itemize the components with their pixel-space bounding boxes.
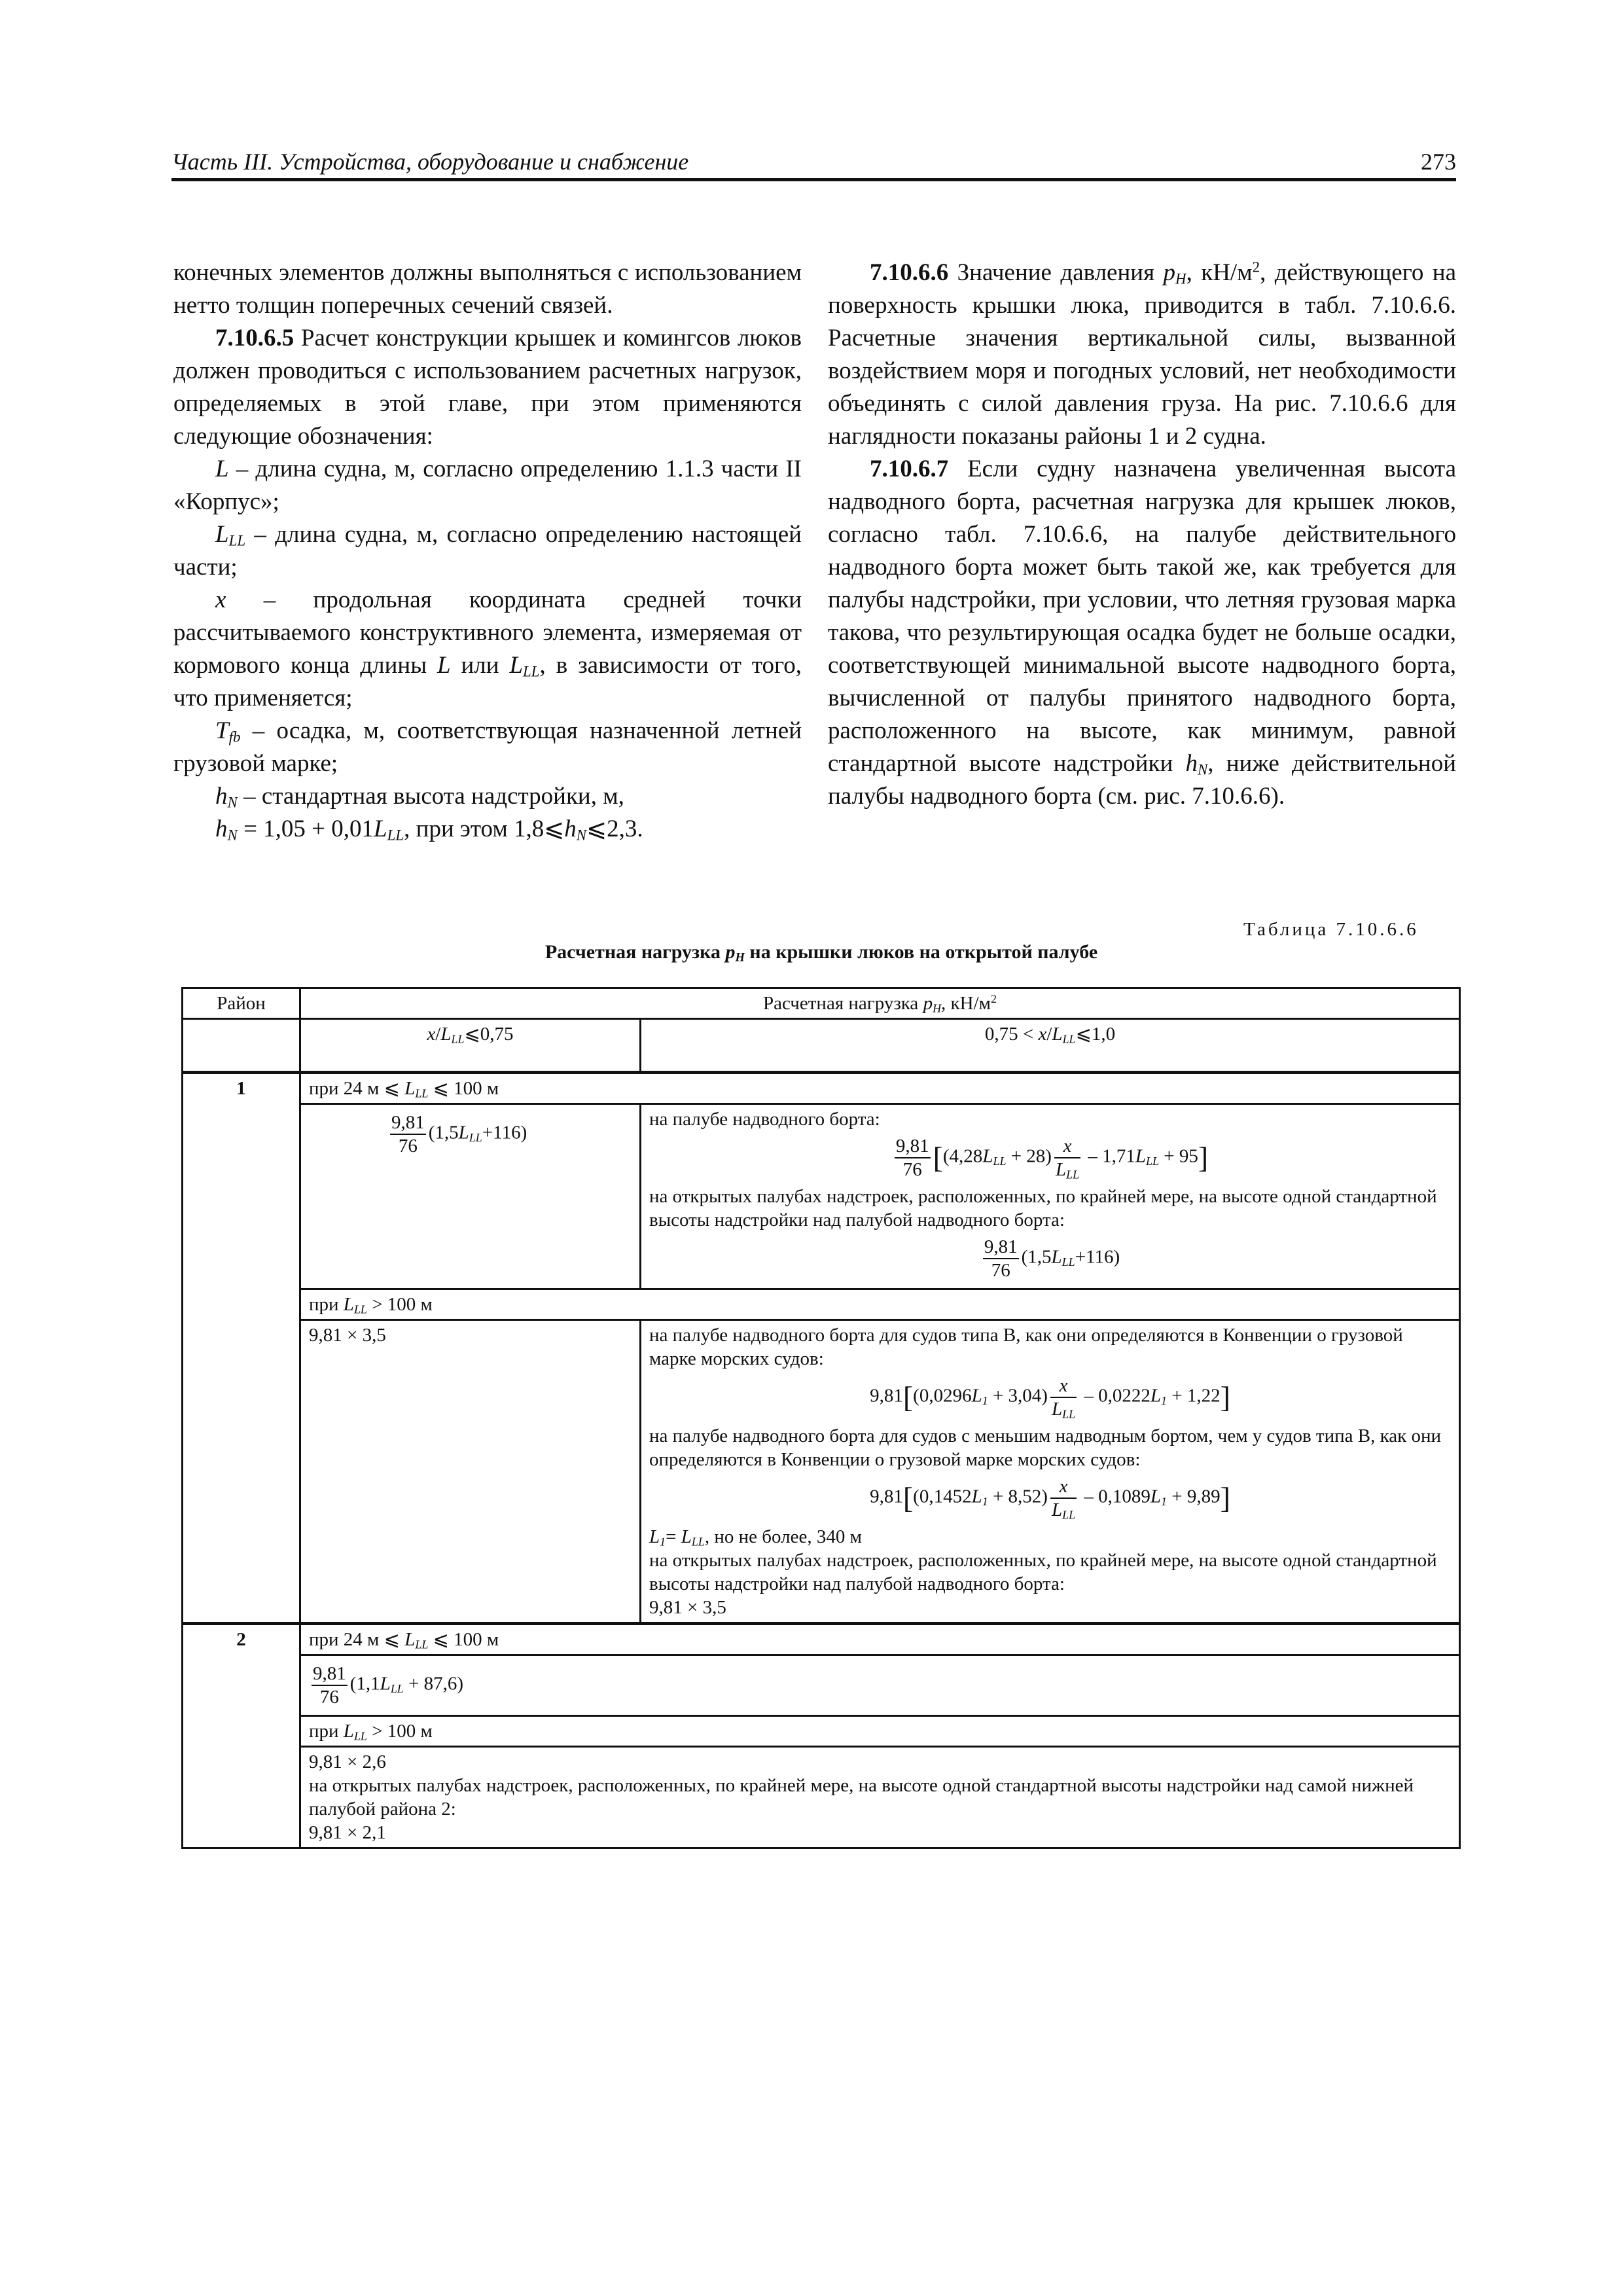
page-header	[171, 147, 1456, 181]
formula-1-super: $\frac{9,81}{76}$ $(1,5L_{LL}+116)$	[984, 1236, 1120, 1281]
header-region: Район	[183, 988, 300, 1019]
definition-x: x – продольная координата средней точки рассчитываемого конструктивного элемента, измеряемая от кормового конца длины L или $L_{LL}$, в зависимости от того, что применяется;	[173, 586, 802, 711]
L1-note: $L_1= L_{LL}$, но не более, 340 м	[649, 1526, 862, 1549]
table-subheader-row	[183, 1019, 1460, 1073]
section-number: 7.10.6.6	[870, 259, 949, 286]
header-load: Расчетная нагрузка $p_H$, $кН/м^2$	[300, 988, 1460, 1019]
condition-row: при 24 м ⩽ $L_{LL}$ ⩽ 100 м	[300, 1073, 1460, 1104]
formula-cell	[300, 1655, 1460, 1716]
table-row	[183, 1289, 1460, 1320]
table-row	[183, 1104, 1460, 1289]
table-caption: Расчетная нагрузка $p_H$ на крышки люков на открытой палубе	[544, 941, 1098, 965]
table-row	[183, 1073, 1460, 1104]
formula-cell: на палубе надводного борта для судов типа B, как они определяются в Конвенции о грузовой марке морских судов: $9,81[(0,0296L_1 + 3,04)$ $\frac{x}{L_{LL}}$ – $0,0222L_1 + 1,22$] на палубе надводного борта для судов с меньшим надводным бортом, чем у судов типа B, как они определяются в Конвенции о грузовой марке морских судов: $9,81[(0,1452L_1 + 8,52)$ $\frac{x}{L_{LL}}$ – $0,1089L_1 + 9,89$] $L_1= L_{LL}$, но не более, 340 м на открытых палубах надстроек, расположенных, по крайней мере, на высоте одной стандартной высоты надстройки над палубой надводного борта: 9,81 × 3,5	[641, 1320, 1460, 1624]
left-column	[173, 257, 802, 846]
subheader-left: $x/L_{LL}⩽0,75$	[300, 1019, 641, 1073]
table-label: Таблица 7.10.6.6	[1243, 919, 1419, 940]
table-row	[183, 1655, 1460, 1716]
formula-reduced-fb: $9,81[(0,1452L_1 + 8,52)$ $\frac{x}{L_{LL}}$ – $0,1089L_1 + 9,89$]	[870, 1476, 1230, 1522]
table-row	[183, 1624, 1460, 1655]
formula-1-left: $\frac{9,81}{76}$ $(1,5L_{LL}+116)$	[391, 1112, 527, 1157]
condition-row: при $L_{LL} > 100$ м	[300, 1289, 1460, 1320]
paragraph-7-10-6-7: 7.10.6.7 Если судну назначена увеличенная высота надводного борта, расчетная нагрузка для крышек люков, согласно табл. 7.10.6.6, на палубе действительного надводного борта может быть такой же, как требуется для палубы надстройки, при условии, что летняя грузовая марка такова, что результирующая осадка будет не больше осадки, соответствующей минимальной высоте надводного борта, вычисленной от палубы принятого надводного борта, расположенного на высоте, как минимум, равной стандартной высоте надстройки $h_N$, ниже действительной палубы надводного борта (см. рис. 7.10.6.6).	[828, 456, 1456, 810]
formula-region-2: $\frac{9,81}{76}$ $(1,1L_{LL} + 87,6)$	[313, 1663, 464, 1708]
definition-L: L – длина судна, м, согласно определению 1.1.3 части II «Корпус»;	[173, 456, 802, 515]
value-cell: 9,81 × 3,5	[300, 1320, 641, 1624]
definition-LLL: $L_{LL}$ – длина судна, м, согласно определению настоящей части;	[173, 521, 802, 581]
right-column	[828, 257, 1456, 813]
paragraph-7-10-6-5: 7.10.6.5 Расчет конструкции крышек и комингсов люков должен проводиться с использованием расчетных нагрузок, определяемых в этой главе, при этом применяются следующие обозначения:	[173, 325, 802, 450]
section-number: 7.10.6.7	[870, 456, 949, 482]
formula-hN: $h_N = 1,05 + 0,01L_{LL}$, при этом $1,8⩽h_N⩽2,3$.	[215, 816, 643, 844]
subheader-right: $0,75 < x/L_{LL}⩽1,0$	[641, 1019, 1460, 1073]
page-number: 273	[1421, 149, 1456, 175]
definition-Tfb: $T_{fb}$ – осадка, м, соответствующая назначенной летней грузовой марке;	[173, 717, 802, 777]
formula-cell: на палубе надводного борта: $\frac{9,81}{76}$ [$(4,28L_{LL} + 28)$ $\frac{x}{L_{LL}}$ – $1,71L_{LL} + 95$] на открытых палубах надстроек, расположенных, по крайней мере, на высоте одной стандартной высоты надстройки над палубой надводного борта: $\frac{9,81}{76}$ $(1,5L_{LL}+116)$	[641, 1104, 1460, 1289]
table-row	[183, 1716, 1460, 1747]
region-2: 2	[183, 1624, 300, 1848]
paragraph-7-10-6-6: 7.10.6.6 Значение давления $p_H$, $кН/м^2$, действующего на поверхность крышки люка, приводится в табл. 7.10.6.6. Расчетные значения вертикальной силы, вызванной воздействием моря и погодных условий, нет необходимости объединять с силой давления груза. На рис. 7.10.6.6 для наглядности показаны районы 1 и 2 судна.	[828, 259, 1456, 450]
table-row	[183, 1747, 1460, 1848]
condition-row: при 24 м ⩽ $L_{LL}$ ⩽ 100 м	[300, 1624, 1460, 1655]
formula-cell	[300, 1104, 641, 1289]
table-row	[183, 1320, 1460, 1624]
value-cell: 9,81 × 2,6 на открытых палубах надстроек, расположенных, по крайней мере, на высоте одной стандартной высоты надстройки над самой нижней палубой района 2: 9,81 × 2,1	[300, 1747, 1460, 1848]
load-table	[181, 987, 1461, 1849]
header-title: Часть III. Устройства, оборудование и снабжение	[171, 149, 689, 175]
section-number: 7.10.6.5	[215, 325, 294, 351]
condition-row: при $L_{LL} > 100$ м	[300, 1716, 1460, 1747]
formula-typeB: $9,81[(0,0296L_1 + 3,04)$ $\frac{x}{L_{LL}}$ – $0,0222L_1 + 1,22$]	[870, 1375, 1230, 1421]
paragraph: конечных элементов должны выполняться с использованием нетто толщин поперечных сечений связей.	[173, 259, 802, 319]
region-1: 1	[183, 1073, 300, 1624]
table-header-row	[183, 988, 1460, 1019]
formula-1-deck: $\frac{9,81}{76}$ [$(4,28L_{LL} + 28)$ $\frac{x}{L_{LL}}$ – $1,71L_{LL} + 95$]	[895, 1136, 1209, 1181]
definition-hN: $h_N$ – стандартная высота надстройки, м,	[215, 783, 624, 811]
